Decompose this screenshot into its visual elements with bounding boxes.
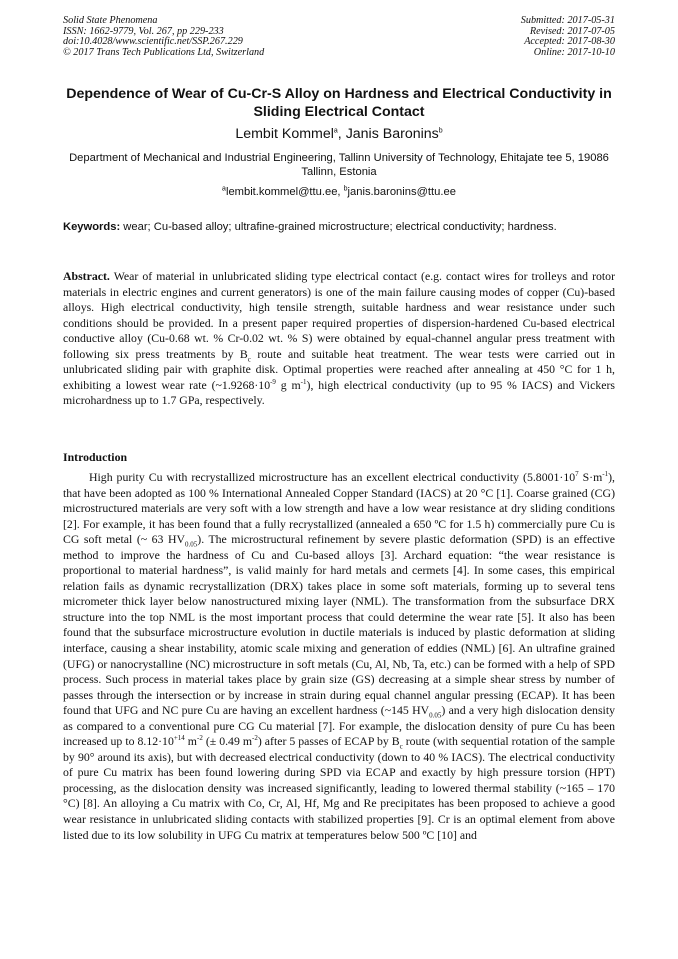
date-revised: Revised: 2017-07-05	[529, 25, 615, 37]
journal-doi: doi:10.4028/www.scientific.net/SSP.267.229	[63, 36, 243, 48]
date-accepted: Accepted: 2017-08-30	[524, 36, 615, 48]
intro-text: High purity Cu with recrystallized microstructure has an excellent electrical conductivity (5.8001·10	[89, 470, 576, 484]
intro-text: (± 0.49 m	[202, 734, 253, 749]
email-link[interactable]: janis.baronins@ttu.ee	[347, 186, 456, 198]
intro-text: ) and a very high dislocation density as compared to a conventional pure CG Cu material [7]. For example, the dislocation density of pure Cu has been increased up to 8.12·10	[63, 703, 615, 749]
email-mark: b	[343, 185, 348, 193]
superscript: +14	[173, 734, 185, 743]
subscript: 0.05	[185, 540, 198, 549]
abstract-text: Wear of material in unlubricated sliding type electrical contact (e.g. contact wires for trolleys and rotor materials in electric engines and current generators) is one of the main failure causing modes of copper (Cu)-based alloys. High electrical conductivity, high tensile strength, suitable hardness and wear resistance under such conditions should be provided. In a present paper required properties of dispersion-hardened Cu-based electrical conductive alloy (Cu-0.68 wt. % Cr-0.02 wt. % S) were obtained by equal-channel angular press treatment with following six press treatments by B	[63, 269, 615, 361]
superscript: -1	[602, 470, 609, 479]
author-list	[63, 125, 615, 143]
superscript: -2	[252, 734, 258, 743]
date-submitted: Submitted: 2017-05-31	[520, 15, 615, 26]
superscript: -9	[270, 377, 276, 386]
paper-title: Dependence of Wear of Cu-Cr-S Alloy on Hardness and Electrical Conductivity in Sliding Electrical Contact	[66, 86, 612, 120]
intro-text: route (with sequential rotation of the sample by 90° around its axis), but with decreased electrical conductivity (down to 40 % IACS). The electrical conductivity of pure Cu matrix has been found lowering during SPD via ECAP and exactly by high pressure torsion (HPT) processing, as the dislocation density was increased significantly, leading to lowered thermal stability (~165 – 170 °C) [8]. An alloying a Cu matrix with Co, Cr, Al, Hf, Mg and Re precipitates has been proposed to achieve a good wear resistance in unlubricated sliding contacts with stabilized properties [9]. Cr is an optimal element from above listed due to its low solubility in UFG Cu matrix at temperatures below 500 ºC [10] and	[63, 734, 615, 842]
journal-issn: ISSN: 1662-9779, Vol. 267, pp 229-233	[63, 25, 224, 37]
author-name: Lembit Kommel	[235, 126, 334, 142]
author-affil-mark: b	[438, 127, 443, 135]
intro-text: m	[184, 734, 197, 749]
author-name: Janis Baronins	[345, 126, 439, 142]
keywords-section	[63, 221, 615, 235]
abstract-label: Abstract.	[63, 269, 110, 283]
email-link[interactable]: lembit.kommel@ttu.ee	[225, 186, 338, 198]
affiliation: Department of Mechanical and Industrial Engineering, Tallinn University of Technology, Ehitajate tee 5, 19086 Tallinn, Estonia	[69, 152, 609, 178]
intro-text: ). The microstructural refinement by severe plastic deformation (SPD) is an effective method to improve the hardness of Cu and Cu-based alloys [3]. Archard equation: “the wear resistance is proportional to material hardness”, is valid mainly for hard metals and cermets [4]. In some cases, this empirical relation fails as dynamic recrystallization (DRX) takes place in some soft materials, forming up to several tens micrometer thick layer below nanostructured mixing layer (NML). The transformation from the subsurface DRX structure into the top NML is the most important process that could determine the wear rate [5]. It also has been found that the subsurface microstructure evolution in ductile materials is induced by plastic deformation at sliding interface, causing a shear instability, atomic scale mixing and generation of eddies (NML) [6]. An ultrafine grained (UFG) or nanocrystalline (NC) microstructure in soft metals (Cu, Al, Nb, Ta, etc.) can be formed with a help of SPD process. Such process in material takes place by grain size (GS) decreasing at a simple shear stress by number of passes through the intersection or by increase in strain during equal channel angular pressing (ECAP). It has been found that UFG and NC pure Cu are having an excellent hardness (~145 HV	[63, 532, 615, 718]
journal-copyright: © 2017 Trans Tech Publications Ltd, Switzerland	[63, 46, 265, 58]
subscript: 0.05	[429, 711, 442, 720]
journal-info	[63, 16, 264, 58]
author-affil-mark: a	[333, 127, 338, 135]
keywords-label: Keywords:	[63, 221, 121, 233]
email-mark: a	[222, 185, 226, 193]
introduction-paragraph	[63, 470, 615, 843]
superscript: 7	[575, 470, 579, 479]
superscript: -2	[196, 734, 203, 743]
abstract-section	[63, 269, 615, 409]
subscript: c	[399, 742, 403, 751]
publication-dates	[521, 16, 615, 58]
intro-text: ) after 5 passes of ECAP by B	[257, 734, 400, 749]
author-emails	[63, 185, 615, 199]
journal-name: Solid State Phenomena	[63, 15, 158, 26]
subscript: c	[247, 355, 251, 364]
section-heading-introduction: Introduction	[63, 450, 128, 464]
date-online: Online: 2017-10-10	[533, 46, 615, 58]
abstract-text: g m	[275, 377, 301, 392]
author-separator: ,	[337, 126, 346, 142]
keywords-text: wear; Cu-based alloy; ultrafine-grained microstructure; electrical conductivity; hardness.	[120, 221, 557, 233]
intro-text: ), that have been adopted as 100 % International Annealed Copper Standard (IACS) at 20 °C [1]. Coarse grained (CG) microstructured materials are very soft with a low strength and have a low wear resistance at dry sliding conditions [2]. For example, it has been found that a fully recrystallized (annealed a 650 ºC for 1.5 h) commercially pure Cu is CG soft metal (~ 63 HV	[63, 470, 616, 547]
abstract-text: ), high electrical conductivity (up to 95 % IACS) and Vickers microhardness up to 1.7 GPa, respectively.	[63, 377, 615, 408]
superscript: -1	[300, 377, 307, 386]
abstract-text: route and suitable heat treatment. The wear tests were carried out in unlubricated sliding pair with graphite disk. Optimal properties were reached after annealing at 450 °C for 1 h, exhibiting a lowest wear rate (~1.9268·10	[63, 346, 615, 392]
intro-text: S·m	[578, 470, 603, 484]
email-separator: ,	[337, 186, 344, 198]
